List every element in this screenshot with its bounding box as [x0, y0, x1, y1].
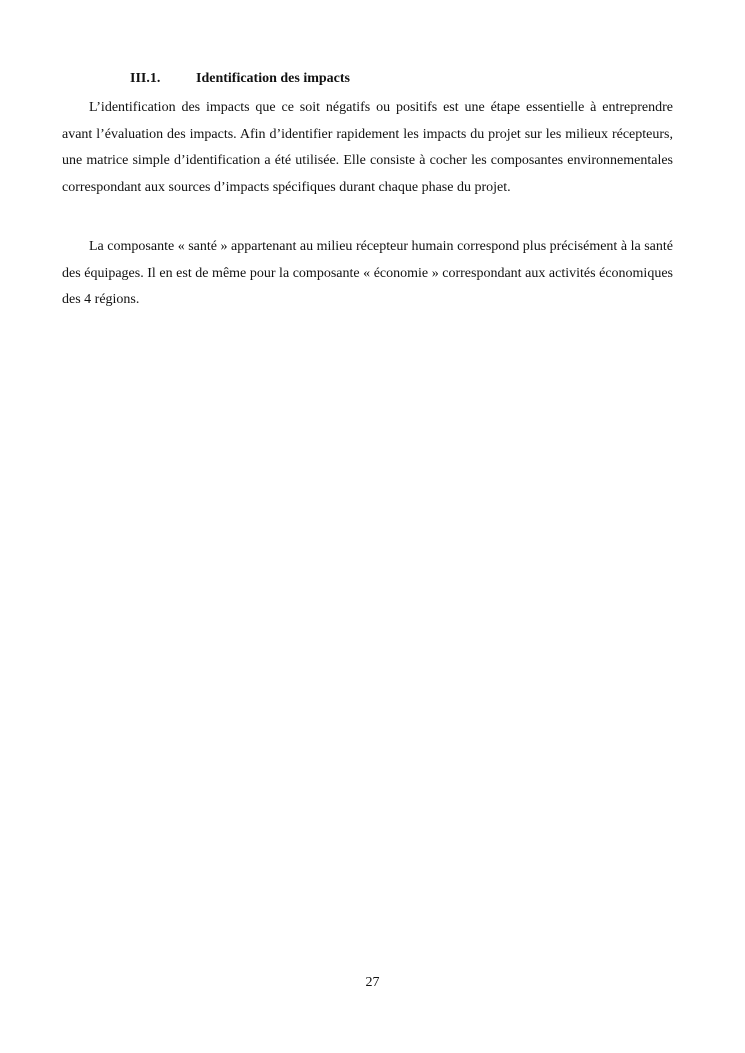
paragraph-identification: L’identification des impacts que ce soit négatifs ou positifs est une étape essentielle à entreprendre avant l’évaluation des impacts. Afin d’identifier rapidement les impacts du projet sur les milieux récepteurs, une matrice simple d’identification a été utilisée. Elle consiste à cocher les composantes environnementales correspondant aux sources d’impacts spécifiques durant chaque phase du projet.: [62, 100, 673, 195]
section-title: Identification des impacts: [196, 71, 350, 86]
paragraph-composantes: La composante « santé » appartenant au milieu récepteur humain correspond plus précisément à la santé des équipages. Il en est de même pour la composante « économie » correspondant aux activités économiques des 4 régions.: [62, 239, 673, 307]
section-number: III.1.: [130, 71, 161, 86]
page-number: 27: [365, 975, 380, 990]
section-heading: [130, 70, 350, 88]
